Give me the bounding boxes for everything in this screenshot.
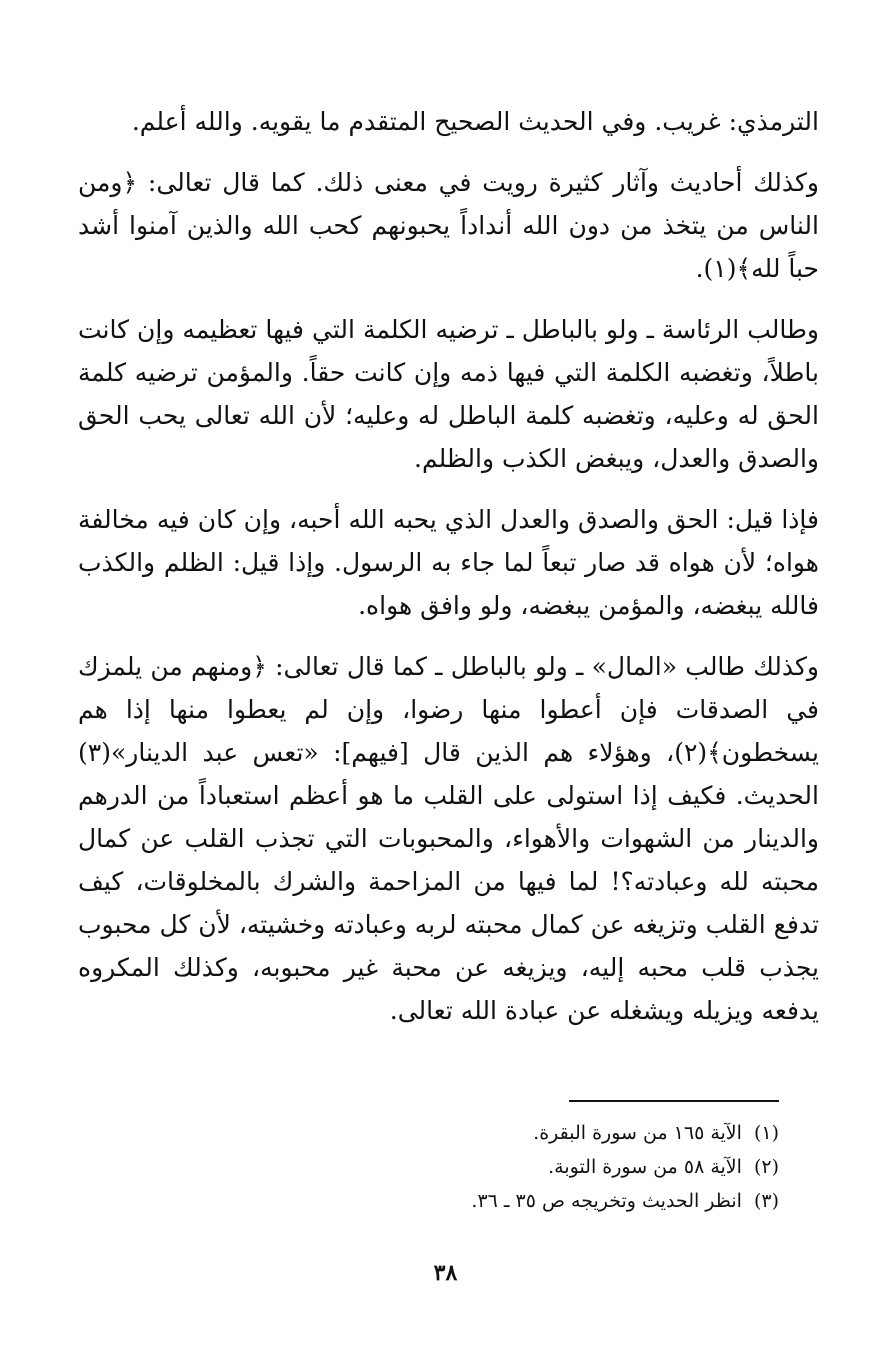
footnote-3 — [78, 1184, 779, 1218]
paragraph-4 — [78, 498, 819, 627]
footnote-2 — [78, 1150, 779, 1184]
footnote-divider — [569, 1100, 779, 1102]
footnote-marker: (١) — [753, 1122, 779, 1144]
footnote-marker: (٣) — [753, 1190, 779, 1212]
footnote-text: الآية ٥٨ من سورة التوبة. — [548, 1156, 742, 1178]
footnote-1 — [78, 1116, 779, 1150]
paragraph-2 — [78, 161, 819, 290]
paragraph-1 — [78, 100, 819, 143]
footnote-marker: (٢) — [753, 1156, 779, 1178]
paragraph-text: فإذا قيل: الحق والصدق والعدل الذي يحبه الله أحبه، وإن كان فيه مخالفة هواه؛ لأن هواه قد صار تبعاً لما جاء به الرسول. وإذا قيل: الظلم والكذب فالله يبغضه، والمؤمن يبغضه، ولو وافق هواه. — [78, 505, 819, 620]
footnote-text: انظر الحديث وتخريجه ص ٣٥ ـ ٣٦. — [471, 1190, 742, 1212]
footnotes-section — [78, 1100, 779, 1218]
footnote-text: الآية ١٦٥ من سورة البقرة. — [533, 1122, 742, 1144]
paragraph-5 — [78, 645, 819, 1032]
paragraph-text: وطالب الرئاسة ـ ولو بالباطل ـ ترضيه الكلمة التي فيها تعظيمه وإن كانت باطلاً، وتغضبه الكلمة التي فيها ذمه وإن كانت حقاً. والمؤمن ترضيه كلمة الحق له وعليه، وتغضبه كلمة الباطل له وعليه؛ لأن الله تعالى يحب الحق والصدق والعدل، ويبغض الكذب والظلم. — [78, 315, 819, 473]
page-number: ٣٨ — [433, 1260, 458, 1286]
paragraph-text: وكذلك أحاديث وآثار كثيرة رويت في معنى ذلك. كما قال تعالى: ﴿ومن الناس من يتخذ من دون الله أنداداً يحبونهم كحب الله والذين آمنوا أشد حباً لله﴾(١). — [78, 168, 819, 283]
paragraph-3 — [78, 308, 819, 480]
paragraph-text: الترمذي: غريب. وفي الحديث الصحيح المتقدم ما يقويه. والله أعلم. — [131, 107, 819, 136]
paragraph-text: وكذلك طالب «المال» ـ ولو بالباطل ـ كما قال تعالى: ﴿ومنهم من يلمزك في الصدقات فإن أعطوا منها رضوا، وإن لم يعطوا منها إذا هم يسخطون﴾(٢)، وهؤلاء هم الذين قال [فيهم]: «تعس عبد الدينار»(٣) الحديث. فكيف إذا استولى على القلب ما هو أعظم استعباداً من الدرهم والدينار من الشهوات والأهواء، والمحبوبات التي تجذب القلب عن كمال محبته لله وعبادته؟! لما فيها من المزاحمة والشرك بالمخلوقات، كيف تدفع القلب وتزيغه عن كمال محبته لربه وعبادته وخشيته، لأن كل محبوب يجذب قلب محبه إليه، ويزيغه عن محبة غير محبوبه، وكذلك المكروه يدفعه ويزيله ويشغله عن عبادة الله تعالى. — [78, 652, 819, 1025]
